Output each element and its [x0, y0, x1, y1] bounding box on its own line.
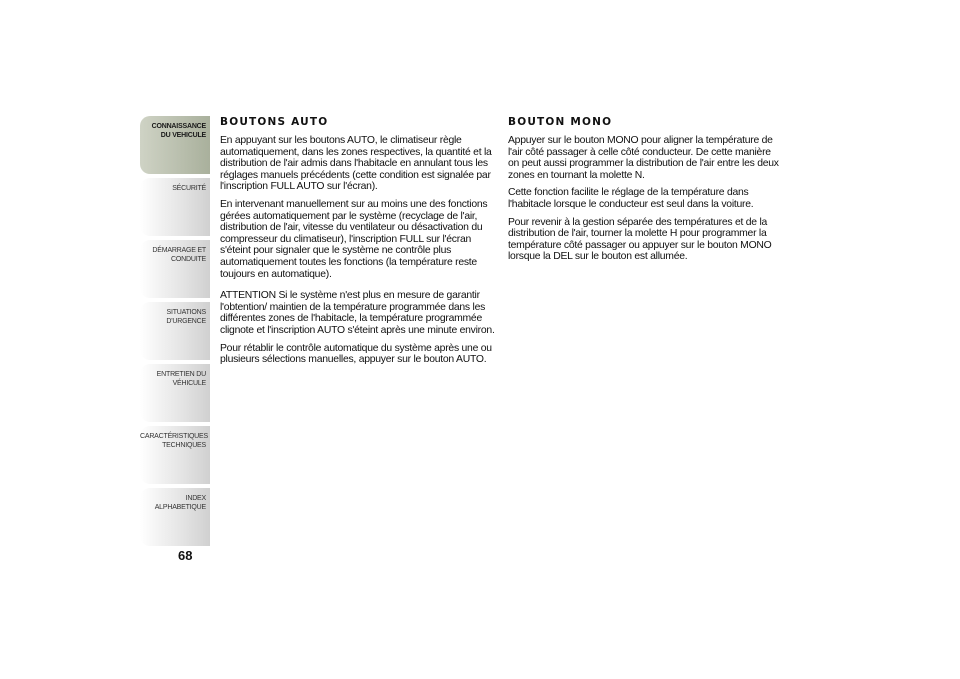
tab-situations-d-urgence[interactable]: SITUATIONS D'URGENCE [140, 302, 210, 360]
section-heading: BOUTON MONO [508, 116, 613, 128]
paragraph: Pour revenir à la gestion séparée des températures et de la distribution de l'air, tourner la molette H pour programmer la température côté passager ou appuyer sur le bouton MONO lorsque la DEL sur le bouton est allumée. [508, 216, 772, 263]
tab-connaissance-du-vehicule[interactable]: CONNAISSANCE DU VEHICULE [140, 116, 210, 174]
paragraph: Appuyer sur le bouton MONO pour aligner la température de l'air côté passager à celle côté conducteur. De cette manière on peut aussi programmer la distribution de l'air entre les deux zones en tournant la molette N. [508, 135, 779, 181]
paragraph: Pour rétablir le contrôle automatique du système après une ou plusieurs sélections manuelles, appuyer sur le bouton AUTO. [220, 342, 492, 366]
tab-caracteristiques-techniques[interactable]: CARACTÉRISTIQUES TECHNIQUES [140, 426, 210, 484]
tab-index-alphabetique[interactable]: INDEX ALPHABETIQUE [140, 488, 210, 546]
paragraph: ATTENTION Si le système n'est plus en mesure de garantir l'obtention/ maintien de la température programmée dans les différentes zones de l'habitacle, la température programmée clignote et l'inscription AUTO s'éteint après une minute environ. [220, 290, 495, 336]
tab-entretien-du-vehicule[interactable]: ENTRETIEN DU VÉHICULE [140, 364, 210, 422]
tab-demarrage-et-conduite[interactable]: DÉMARRAGE ET CONDUITE [140, 240, 210, 298]
section-bouton-mono [508, 116, 784, 269]
section-boutons-auto [220, 116, 498, 372]
paragraph: Cette fonction facilite le réglage de la température dans l'habitacle lorsque le conducteur est seul dans la voiture. [508, 187, 754, 210]
paragraph: En appuyant sur les boutons AUTO, le climatiseur règle automatiquement, dans les zones respectives, la quantité et la distribution de l'air admis dans l'habitacle en annulant tous les réglages manuels précédents (cette condition est signalée par l'inscription FULL AUTO sur l'écran). [220, 135, 492, 193]
tab-securite[interactable]: SÉCURITÉ [140, 178, 210, 236]
section-heading: BOUTONS AUTO [220, 116, 329, 128]
page-number: 68 [178, 548, 193, 563]
paragraph: En intervenant manuellement sur au moins une des fonctions gérées automatiquement par le système (recyclage de l'air, distribution de l'air, vitesse du ventilateur ou désactivation du compresseur du climatiseur), l'inscription FULL sur l'écran s'éteint pour signaler que le système ne contrôle plus automatiquement toutes les fonctions (la température reste toujours en automatique). [220, 198, 488, 280]
